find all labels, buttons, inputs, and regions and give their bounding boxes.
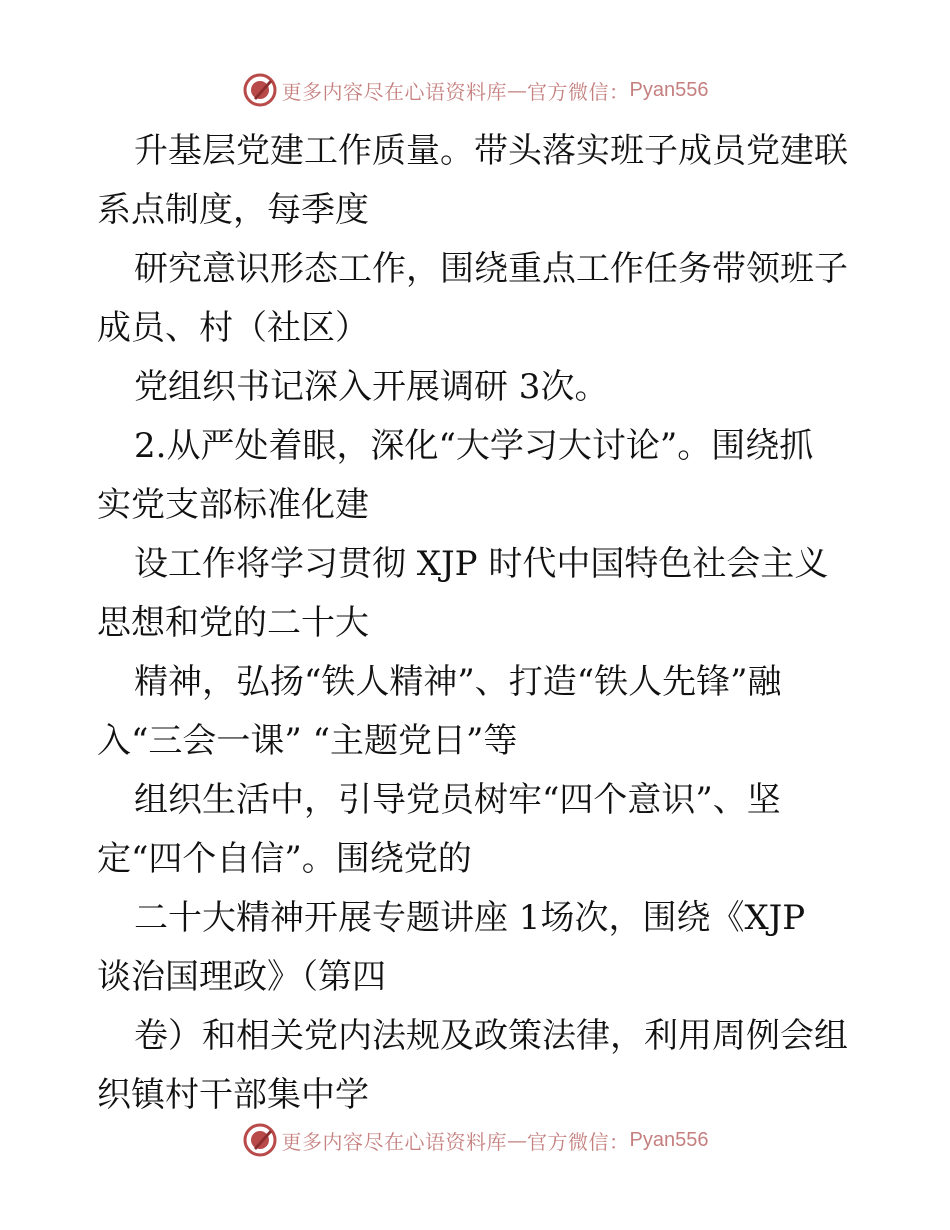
watermark-brand-text: 更多内容尽在心语资料库	[281, 1129, 508, 1154]
pen-seal-icon	[242, 72, 278, 108]
text-line: 实党支部标准化建	[97, 485, 369, 525]
text-line: 2.从严处着眼，深化“大学习大讨论”。围绕抓	[134, 426, 814, 466]
text-line: 设工作将学习贯彻 XJP 时代中国特色社会主义	[134, 544, 829, 584]
watermark-contact-label: 官方微信：	[527, 1129, 630, 1154]
footer-watermark	[0, 1120, 950, 1160]
document-body	[97, 122, 857, 1125]
text-line: 二十大精神开展专题讲座 1场次，围绕《XJP	[134, 898, 806, 938]
text-line: 组织生活中，引导党员树牢“四个意识”、坚	[134, 780, 781, 820]
watermark-separator: —	[507, 1128, 528, 1152]
text-line: 卷）和相关党内法规及政策法律，利用周例会组	[134, 1016, 848, 1056]
text-line: 谈治国理政》（第四	[97, 957, 386, 997]
watermark-contact-id: Pyan556	[629, 78, 709, 101]
text-line: 织镇村干部集中学	[97, 1075, 369, 1115]
watermark-contact-label: 官方微信：	[527, 79, 630, 104]
text-line: 系点制度，每季度	[97, 190, 369, 230]
watermark-separator: —	[507, 78, 528, 102]
text-line: 定“四个自信”。围绕党的	[97, 839, 472, 879]
header-watermark	[0, 70, 950, 110]
text-line: 思想和党的二十大	[97, 603, 369, 643]
text-line: 研究意识形态工作，围绕重点工作任务带领班子	[134, 249, 848, 289]
text-line: 入“三会一课” “主题党日”等	[97, 721, 518, 761]
pen-seal-icon	[242, 1122, 278, 1158]
watermark-brand-text: 更多内容尽在心语资料库	[281, 79, 508, 104]
text-line: 党组织书记深入开展调研 3次。	[134, 367, 609, 407]
text-line: 升基层党建工作质量。带头落实班子成员党建联	[134, 131, 848, 171]
text-line: 成员、村（社区）	[97, 308, 369, 348]
watermark-contact-id: Pyan556	[629, 1128, 709, 1151]
text-line: 精神，弘扬“铁人精神”、打造“铁人先锋”融	[134, 662, 782, 702]
